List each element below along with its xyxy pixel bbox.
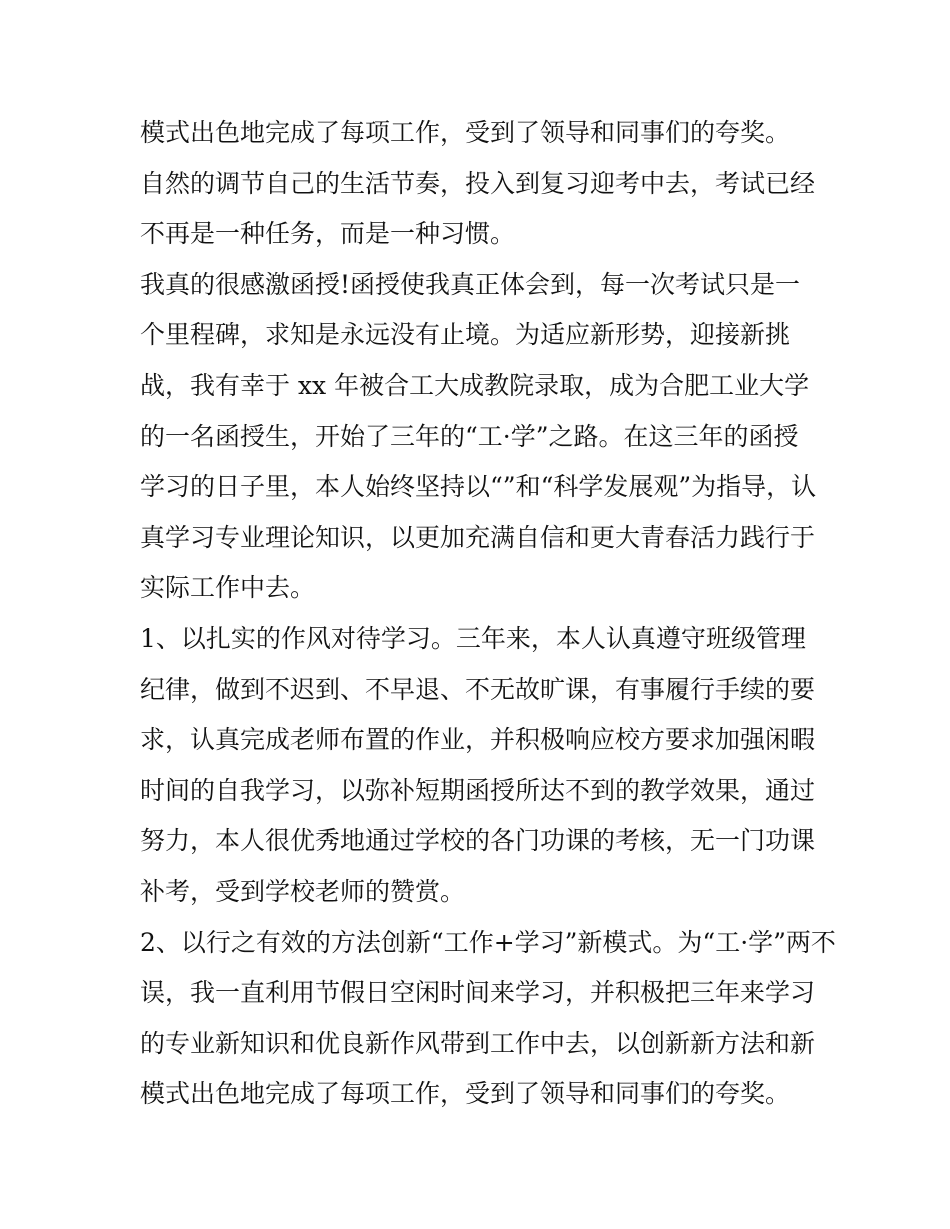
text-line: 的专业新知识和优良新作风带到工作中去，以创新新方法和新	[140, 1028, 816, 1058]
text-line: 实际工作中去。	[140, 573, 316, 603]
text-line: 的一名函授生，开始了三年的“工·学”之路。在这三年的函授	[140, 421, 799, 451]
text-line: 我真的很感激函授!函授使我真正体会到，每一次考试只是一	[140, 269, 801, 299]
text-line: 误，我一直利用节假日空闲时间来学习，并积极把三年来学习	[140, 978, 816, 1008]
text-line: 2、以行之有效的方法创新“工作+学习”新模式。为“工·学”两不	[140, 927, 836, 957]
text-line: 纪律，做到不迟到、不早退、不无故旷课，有事履行手续的要	[140, 674, 816, 704]
text-line: 战，我有幸于 xx 年被合工大成教院录取，成为合肥工业大学	[140, 370, 810, 400]
text-line: 1、以扎实的作风对待学习。三年来，本人认真遵守班级管理	[140, 623, 806, 653]
text-line: 个里程碑，求知是永远没有止境。为适应新形势，迎接新挑	[140, 320, 791, 350]
paragraph-4	[140, 614, 820, 918]
text-line: 时间的自我学习，以弥补短期函授所达不到的教学效果，通过	[140, 775, 816, 805]
text-line: 真学习专业理论知识，以更加充满自信和更大青春活力践行于	[140, 522, 816, 552]
text-line: 自然的调节自己的生活节奏，投入到复习迎考中去，考试已经	[140, 168, 816, 198]
paragraph-1	[140, 108, 820, 159]
document-body	[140, 108, 836, 1120]
text-line: 求，认真完成老师布置的作业，并积极响应校方要求加强闲暇	[140, 725, 816, 755]
text-line: 学习的日子里，本人始终坚持以“”和“科学发展观”为指导，认	[140, 472, 817, 502]
text-line: 模式出色地完成了每项工作，受到了领导和同事们的夸奖。	[140, 1079, 791, 1109]
text-line: 补考，受到学校老师的赞赏。	[140, 876, 466, 906]
text-line: 不再是一种任务，而是一种习惯。	[140, 219, 516, 249]
paragraph-5	[140, 918, 836, 1120]
paragraph-3	[140, 260, 820, 614]
text-line: 模式出色地完成了每项工作，受到了领导和同事们的夸奖。	[140, 118, 791, 147]
text-line: 努力，本人很优秀地通过学校的各门功课的考核，无一门功课	[140, 826, 816, 856]
paragraph-2	[140, 159, 820, 260]
